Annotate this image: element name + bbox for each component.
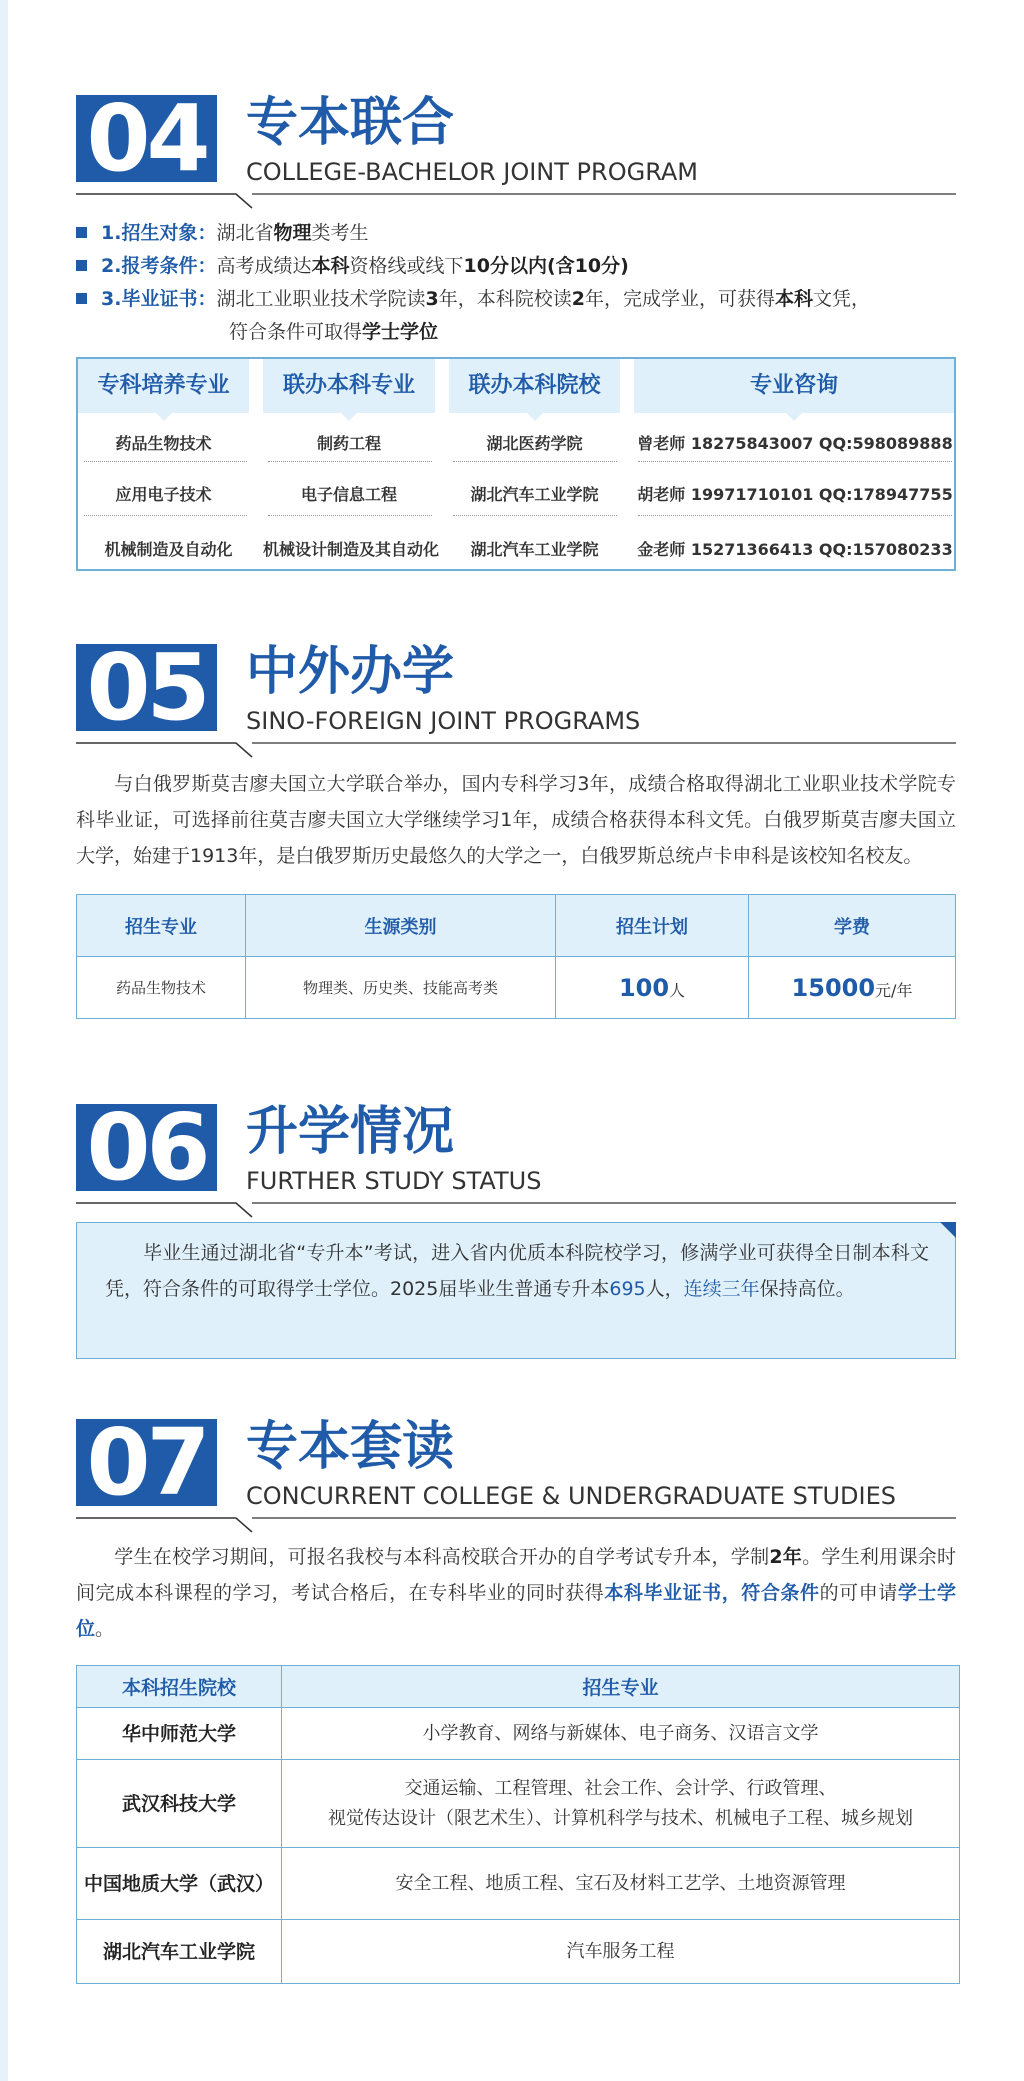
table-header-cell: 学费	[749, 895, 956, 957]
table-cell: 制药工程	[316, 434, 381, 453]
table-header-cell: 生源类别	[246, 895, 556, 957]
corner-fold-icon	[940, 1222, 956, 1238]
section-subtitle: FURTHER STUDY STATUS	[246, 1167, 542, 1195]
section-number: 04	[76, 95, 217, 182]
section-title: 专本套读	[246, 1417, 455, 1477]
section-header	[76, 1094, 956, 1222]
table-cell: 100人	[556, 957, 749, 1019]
section-number: 07	[76, 1419, 217, 1506]
section-divider	[76, 192, 956, 212]
further-study-text: 毕业生通过湖北省“专升本”考试，进入省内优质本科院校学习，修满学业可获得全日制本科文凭，符合条件的可取得学士学位。2025届毕业生普通专升本695人，连续三年保持高位。	[105, 1242, 929, 1300]
section-05	[76, 634, 956, 1019]
intro-paragraph: 与白俄罗斯莫吉廖夫国立大学联合举办，国内专科学习3年，成绩合格取得湖北工业职业技术学院专科毕业证，可选择前往莫吉廖夫国立大学继续学习1年，成绩合格获得本科文凭。白俄罗斯莫吉廖夫国立大学，始建于1913年，是白俄罗斯历史最悠久的大学之一，白俄罗斯总统卢卡申科是该校知名校友。	[76, 773, 956, 867]
section-divider	[76, 1201, 956, 1221]
bullet-condition: 2.报考条件：高考成绩达本科资格线或线下10分以内(含10分)	[76, 250, 956, 283]
concurrent-study-table	[76, 1665, 960, 1984]
section-number: 06	[76, 1104, 217, 1191]
section-number: 05	[76, 644, 217, 731]
bullet-square-icon	[76, 260, 87, 271]
sino-foreign-table	[76, 894, 956, 1019]
majors-cell: 交通运输、工程管理、社会工作、会计学、行政管理、 视觉传达设计（限艺术生）、计算机科学与技术、机械电子工程、城乡规划	[282, 1760, 960, 1848]
further-study-box	[76, 1222, 956, 1359]
section-04	[76, 85, 956, 571]
joint-program-table	[76, 357, 956, 571]
school-cell: 华中师范大学	[77, 1708, 282, 1760]
bullet-certificate-line2: 符合条件可取得学士学位	[229, 321, 439, 343]
section-07	[76, 1409, 956, 1984]
table-cell: 曾老师 18275843007 QQ:598089888	[637, 434, 953, 453]
school-cell: 中国地质大学（武汉）	[77, 1848, 282, 1920]
table-cell: 物理类、历史类、技能高考类	[246, 957, 556, 1019]
section-title: 升学情况	[246, 1102, 455, 1162]
section-06	[76, 1094, 956, 1359]
majors-cell: 安全工程、地质工程、宝石及材料工艺学、土地资源管理	[282, 1848, 960, 1920]
school-cell: 武汉科技大学	[77, 1760, 282, 1848]
table-header-cell: 联办本科专业	[263, 359, 435, 413]
table-cell: 药品生物技术	[115, 434, 212, 453]
table-cell: 湖北汽车工业学院	[470, 540, 599, 559]
table-cell: 15000元/年	[749, 957, 956, 1019]
section-header	[76, 634, 956, 762]
table-cell: 应用电子技术	[115, 485, 212, 504]
table-cell: 胡老师 19971710101 QQ:178947755	[637, 485, 953, 504]
section-title: 专本联合	[246, 93, 455, 153]
section-header	[76, 85, 956, 213]
table-cell: 电子信息工程	[300, 485, 397, 504]
table-cell: 湖北汽车工业学院	[470, 485, 599, 504]
section-divider	[76, 1516, 956, 1536]
table-cell: 机械设计制造及其自动化	[262, 540, 439, 559]
left-decor-strip	[0, 0, 8, 2081]
table-header-cell: 招生计划	[556, 895, 749, 957]
table-header-cell: 招生专业	[77, 895, 246, 957]
section-subtitle: SINO-FOREIGN JOINT PROGRAMS	[246, 707, 641, 735]
section-subtitle: CONCURRENT COLLEGE & UNDERGRADUATE STUDIES	[246, 1482, 897, 1510]
majors-cell: 汽车服务工程	[282, 1920, 960, 1984]
table-header-cell: 专业咨询	[634, 359, 954, 413]
section-title: 中外办学	[246, 642, 455, 702]
table-cell: 金老师 15271366413 QQ:157080233	[637, 540, 953, 559]
table-header-cell: 本科招生院校	[77, 1666, 282, 1708]
concurrent-study-text: 学生在校学习期间，可报名我校与本科高校联合开办的自学考试专升本，学制2年。学生利用课余时间完成本科课程的学习，考试合格后，在专科毕业的同时获得本科毕业证书，符合条件的可申请学士学位。	[76, 1546, 956, 1640]
table-cell: 机械制造及自动化	[104, 540, 233, 559]
majors-cell: 小学教育、网络与新媒体、电子商务、汉语言文学	[282, 1708, 960, 1760]
bullet-square-icon	[76, 227, 87, 238]
table-cell: 湖北医药学院	[486, 434, 583, 453]
bullet-target: 1.招生对象：湖北省物理类考生	[76, 217, 956, 250]
table-header-cell: 招生专业	[282, 1666, 960, 1708]
section-subtitle: COLLEGE-BACHELOR JOINT PROGRAM	[246, 158, 699, 186]
bullet-square-icon	[76, 293, 87, 304]
section-divider	[76, 741, 956, 761]
table-header-cell: 联办本科院校	[449, 359, 620, 413]
table-header-cell: 专科培养专业	[78, 359, 249, 413]
section-header	[76, 1409, 956, 1537]
table-cell: 药品生物技术	[77, 957, 246, 1019]
admission-bullets	[76, 217, 956, 349]
bullet-certificate: 3.毕业证书：湖北工业职业技术学院读3年，本科院校读2年，完成学业，可获得本科文凭，	[76, 283, 956, 316]
school-cell: 湖北汽车工业学院	[77, 1920, 282, 1984]
